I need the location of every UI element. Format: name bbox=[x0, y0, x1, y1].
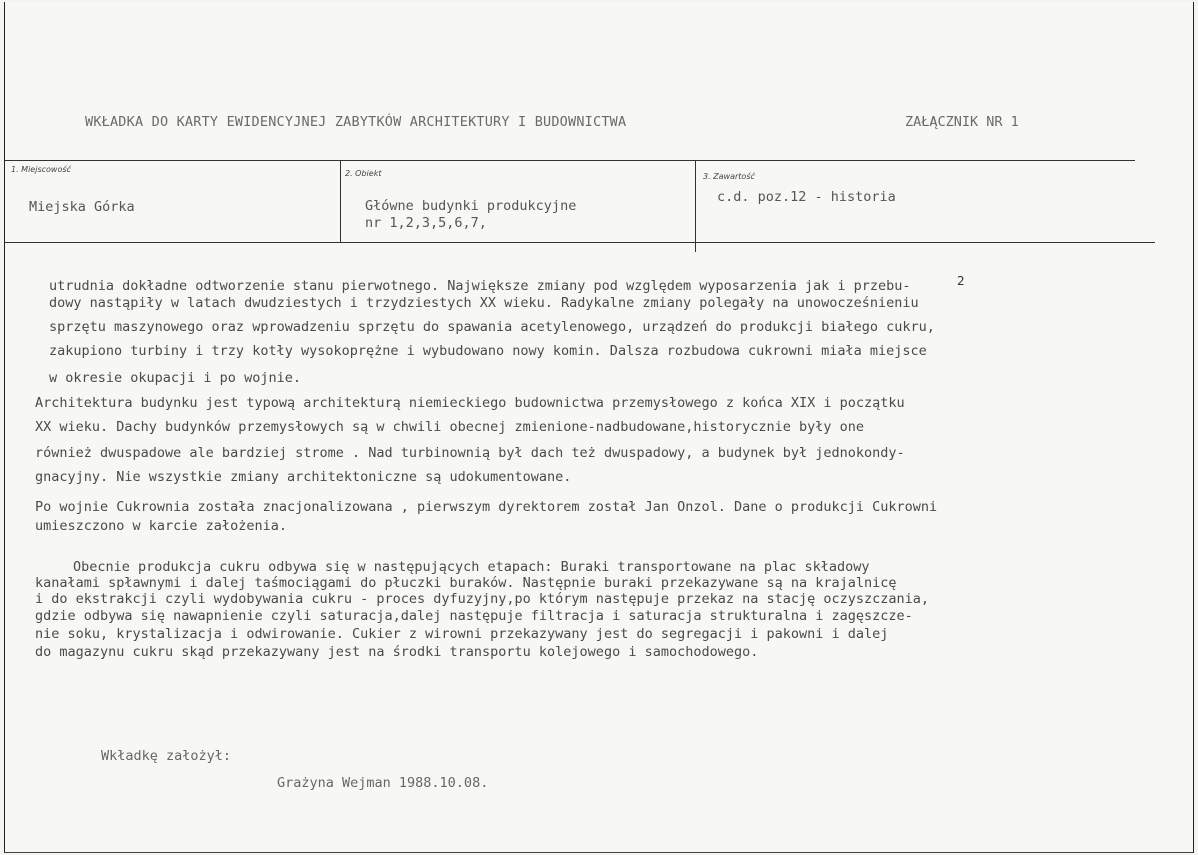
body-line: dowy nastąpiły w latach dwudziestych i trzydziestych XX wieku. Radykalne zmiany polegały na unowocześnieniu bbox=[49, 295, 919, 311]
location-value: Miejska Górka bbox=[29, 199, 135, 215]
object-label: 2. Obiekt bbox=[345, 169, 382, 178]
body-line: gdzie odbywa się nawapnienie czyli saturacja,dalej następuje filtracja i saturacja strukturalna i zagęszcze- bbox=[35, 608, 913, 624]
body-line: Obecnie produkcja cukru odbywa się w następujących etapach: Buraki transportowane na plac składowy bbox=[73, 559, 870, 575]
annex-number: ZAŁĄCZNIK NR 1 bbox=[905, 114, 1019, 130]
grid-top-line bbox=[5, 160, 1135, 161]
grid-divider-2 bbox=[695, 160, 696, 252]
card-title: WKŁADKA DO KARTY EWIDENCYJNEJ ZABYTKÓW ARCHITEKTURY I BUDOWNICTWA bbox=[85, 114, 627, 130]
continuation-label: 3. Zawartość bbox=[703, 172, 755, 181]
body-line: do magazynu cukru skąd przekazywany jest na środki transportu kolejowego i samochodowego. bbox=[35, 644, 759, 660]
body-line: sprzętu maszynowego oraz wprowadzeniu sprzętu do spawania acetylenowego, urządzeń do produkcji białego cukru, bbox=[49, 319, 935, 335]
body-line: Architektura budynku jest typową architekturą niemieckiego budownictwa przemysłowego z końca XIX i początku bbox=[35, 395, 905, 411]
body-line: umieszczono w karcie założenia. bbox=[35, 518, 287, 534]
body-line: i do ekstrakcji czyli wydobywania cukru - proces dyfuzyjny,po którym następuje przekaz na stację oczyszczania, bbox=[35, 591, 930, 607]
signature-label: Wkładkę założył: bbox=[101, 748, 232, 764]
body-line: XX wieku. Dachy budynków przemysłowych są w chwili obecnej zmienione-nadbudowane,historycznie były one bbox=[35, 419, 865, 435]
body-line: utrudnia dokładne odtworzenie stanu pierwotnego. Największe zmiany pod względem wyposarzenia jak i przebu- bbox=[49, 278, 911, 294]
record-card bbox=[4, 2, 1194, 853]
grid-divider-1 bbox=[340, 160, 341, 242]
body-line: zakupiono turbiny i trzy kotły wysokoprężne i wybudowano nowy komin. Dalsza rozbudowa cukrowni miała miejsce bbox=[49, 343, 927, 359]
handwritten-mark: 2 bbox=[957, 274, 965, 288]
signature-name-date: Grażyna Wejman 1988.10.08. bbox=[277, 775, 489, 791]
location-label: 1. Miejscowość bbox=[11, 165, 71, 174]
body-line: również dwuspadowe ale bardziej strome . Nad turbinownią był dach też dwuspadowy, a budynek był jednokondy- bbox=[35, 445, 905, 461]
continuation-value: c.d. poz.12 - historia bbox=[717, 189, 896, 205]
body-line: kanałami spławnymi i dalej taśmociągami do płuczki buraków. Następnie buraki przekazywane są na krajalnicę bbox=[35, 575, 897, 591]
body-line: gnacyjny. Nie wszystkie zmiany architektoniczne są udokumentowane. bbox=[35, 469, 572, 485]
object-value-line-1: Główne budynki produkcyjne bbox=[365, 198, 577, 214]
body-line: w okresie okupacji i po wojnie. bbox=[49, 370, 301, 386]
body-line: nie soku, krystalizacja i odwirowanie. Cukier z wirowni przekazywany jest do segregacji i pakowni i dalej bbox=[35, 626, 889, 642]
object-value-line-2: nr 1,2,3,5,6,7, bbox=[365, 215, 487, 231]
grid-bottom-line bbox=[5, 242, 1155, 243]
body-line: Po wojnie Cukrownia została znacjonalizowana , pierwszym dyrektorem został Jan Onzol. Dane o produkcji Cukrowni bbox=[35, 499, 938, 515]
